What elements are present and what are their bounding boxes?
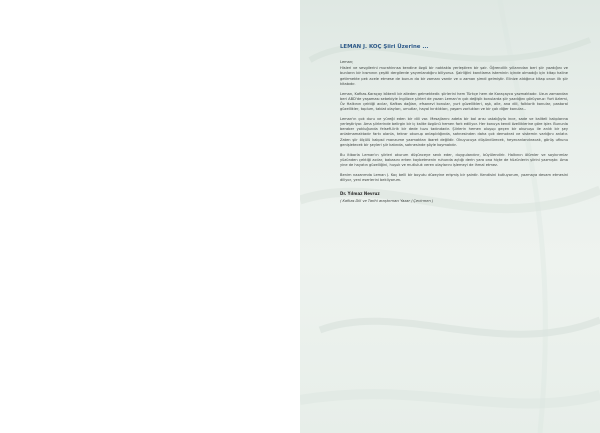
paragraph-5: Benim nazarımda Leman J. Koç belli bir boyutu düzeyine erişmiş bir şairdir. Kendisini kutluyorum, yazmaya devam etmesini diliyor, yeni eserlerini bekliyorum. xyxy=(340,172,568,182)
article xyxy=(340,44,568,203)
article-title: LEMAN J. KOÇ Şiiri Üzerine ... xyxy=(340,44,429,50)
right-page xyxy=(300,0,600,433)
paragraph-3: Leman'ın çok duru ve yüreği eden bir dili var. Mesajlarını adeta bir bal arısı ustalığıyla ince, sade ve kaliteli kalıplarına yerleştiriyor. Ama şiirlerinde belirgin bir iç kalite özgünü hemen fark ediliyor. Her konuya kendi özelliklerine göre işler. Bununla beraber yokluğunda felsefi-lirik bir dede tuzu tadındadır. Şiirlerin hemen oluşup geçen bir okunuşu ile anlık bir şey anlatmamaktadır farkı olanla, tekrar okunup anlaşıldığında, sahnesinden daha çok demokrat ve sistemin varlığını anlatır. Zaten şiir ölçülü kalıpsıl manzume yazmaktan ibaret değildir. Okuyucuya düşündürecek, heyecanlandıracak, görüş ufkunu genişletecek bir şeyleri şiir katında, sahnesinde şöyle koymakdır. xyxy=(340,116,568,147)
paragraph-1: Hisleri ve sevgilerini murahinnsa kendine özgü bir noktakla yerleştiren bir şair. Öğrencilik yıllarından beri şiir yazdığını ve bunların bir kısmının çeşitli dergilerde yayımlandığını biliyoruz. Şairliğini kanıtlama isteminin içinde olmadığı için kitap haline getirmekte pek acele etmese de bunun da bir zamanı vardır ve o zaman şimdi gelmiştir. Elinize aldığınız kitap onun ilk şiir kitabıdır. xyxy=(340,66,568,86)
author-role: ( Kafkas Dili ve Tarihi araştırmacı Yazar / Çevirmen ) xyxy=(340,199,434,204)
paragraph-2: Leman, Kafkas-Karaçay kökenli bir aileden gelmektedir. şiirlerini hem Türkçe hem de Karaçayca yazmaktadır. Uzun zamandan beri ABD'de yaşaması sebebiyle İngilizce şiirleri de yazan Leman'ın çok değişik konularda şiir yazdığını görüyoruz: Yurt özlemi, Öz Halkının çektiği acılar, Kafkas dağları, efsanevi konular, yurt güzellikleri, aşk, aile, ana dili, folklorik konular, pastoral güzellikler, toplum, tabiat olayları, umutlar, hayal kırıklıkları, yaşam zorlukları ve bir çok diğer konular... xyxy=(340,91,568,112)
paragraph-4: Bu itibarla Leman'ın şiirleri okurum düşünceye sevk eder, duygulandırır, büyülendirir. Halkının ölümler ve soykırımlar yüzünden çektiği acılar, babasını erken kaybetmenin ruhunda açtığı derin yara ona hiçte de hüzünlerin şiirini yazmıştır. Ama yine de hayatın güzelliğini, huşuk ve mutluluk veren olaylarını işlemeyi de ihmal etmez. xyxy=(340,152,568,167)
author-name: Dr. Yılmaz Nevruz xyxy=(340,191,380,197)
salutation: Leman; xyxy=(340,60,354,64)
